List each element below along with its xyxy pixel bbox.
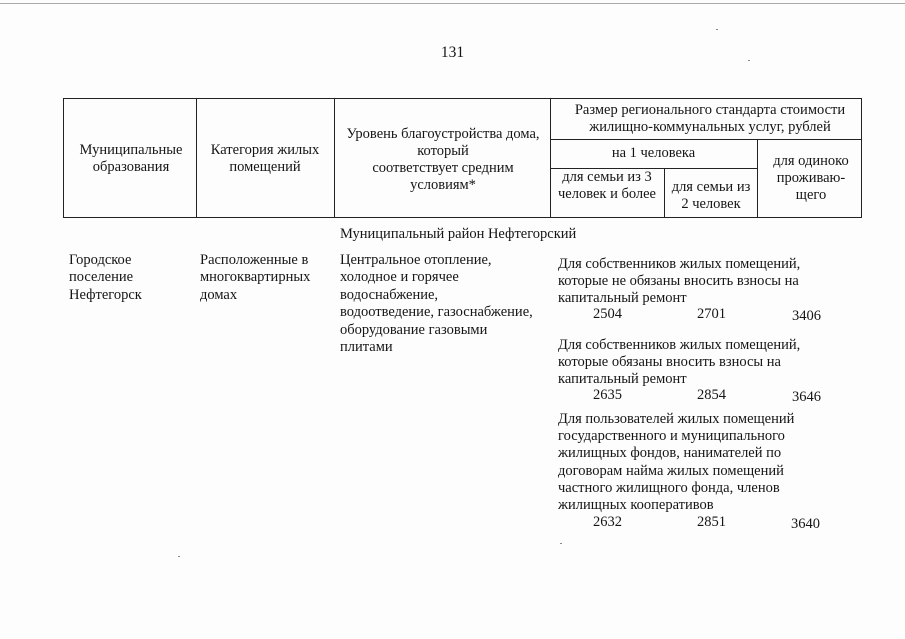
column-divider bbox=[196, 99, 197, 217]
value-family-3: 2632 bbox=[593, 514, 622, 530]
scan-speck bbox=[178, 556, 180, 557]
header-category: Категория жилых помещений bbox=[210, 142, 320, 175]
scan-edge bbox=[0, 3, 905, 4]
value-single: 3406 bbox=[792, 308, 821, 324]
page-number: 131 bbox=[440, 44, 465, 61]
header-cost-title: Размер регионального стандарта стоимости жилищно-коммунальных услуг, рублей bbox=[574, 102, 846, 135]
value-family-2: 2701 bbox=[697, 306, 726, 322]
scan-speck bbox=[716, 29, 718, 30]
tenant-category-description: Для пользователей жилых помещений государственного и муниципального жилищных фондов, нанимателей по договорам найма жилых помещений частного жилищного фонда, членов жилищных кооперативов bbox=[558, 411, 795, 514]
header-family-2: для семьи из 2 человек bbox=[671, 179, 751, 212]
amenities-cell: Центральное отопление, холодное и горячее водоснабжение, водоотведение, газоснабжение, оборудование газовыми плитами bbox=[340, 252, 533, 356]
value-single: 3640 bbox=[791, 516, 820, 532]
value-family-2: 2851 bbox=[697, 514, 726, 530]
tenant-category-description: Для собственников жилых помещений, которые не обязаны вносить взносы на капитальный ремонт bbox=[558, 256, 801, 307]
column-divider bbox=[757, 139, 758, 217]
header-amenities: Уровень благоустройства дома, который соответствует средним условиям* bbox=[346, 126, 540, 193]
header-single: для одиноко проживаю-щего bbox=[773, 153, 849, 203]
tenant-category-description: Для собственников жилых помещений, которые обязаны вносить взносы на капитальный ремонт bbox=[558, 337, 801, 388]
value-family-3: 2635 bbox=[593, 387, 622, 403]
header-family-3: для семьи из 3 человек и более bbox=[557, 169, 656, 202]
column-divider bbox=[334, 99, 335, 217]
category-cell: Расположенные в многоквартирных домах bbox=[200, 252, 311, 303]
municipality-cell: Городское поселение Нефтегорск bbox=[69, 252, 142, 303]
row-divider bbox=[550, 139, 861, 140]
value-single: 3646 bbox=[792, 389, 821, 405]
value-family-3: 2504 bbox=[593, 306, 622, 322]
scan-speck bbox=[560, 543, 562, 544]
value-family-2: 2854 bbox=[697, 387, 726, 403]
header-municipality: Муниципальные образования bbox=[79, 142, 183, 175]
section-title: Муниципальный район Нефтегорский bbox=[340, 226, 577, 242]
header-per-person: на 1 человека bbox=[611, 145, 696, 161]
header-table bbox=[63, 98, 862, 218]
column-divider bbox=[664, 168, 665, 217]
